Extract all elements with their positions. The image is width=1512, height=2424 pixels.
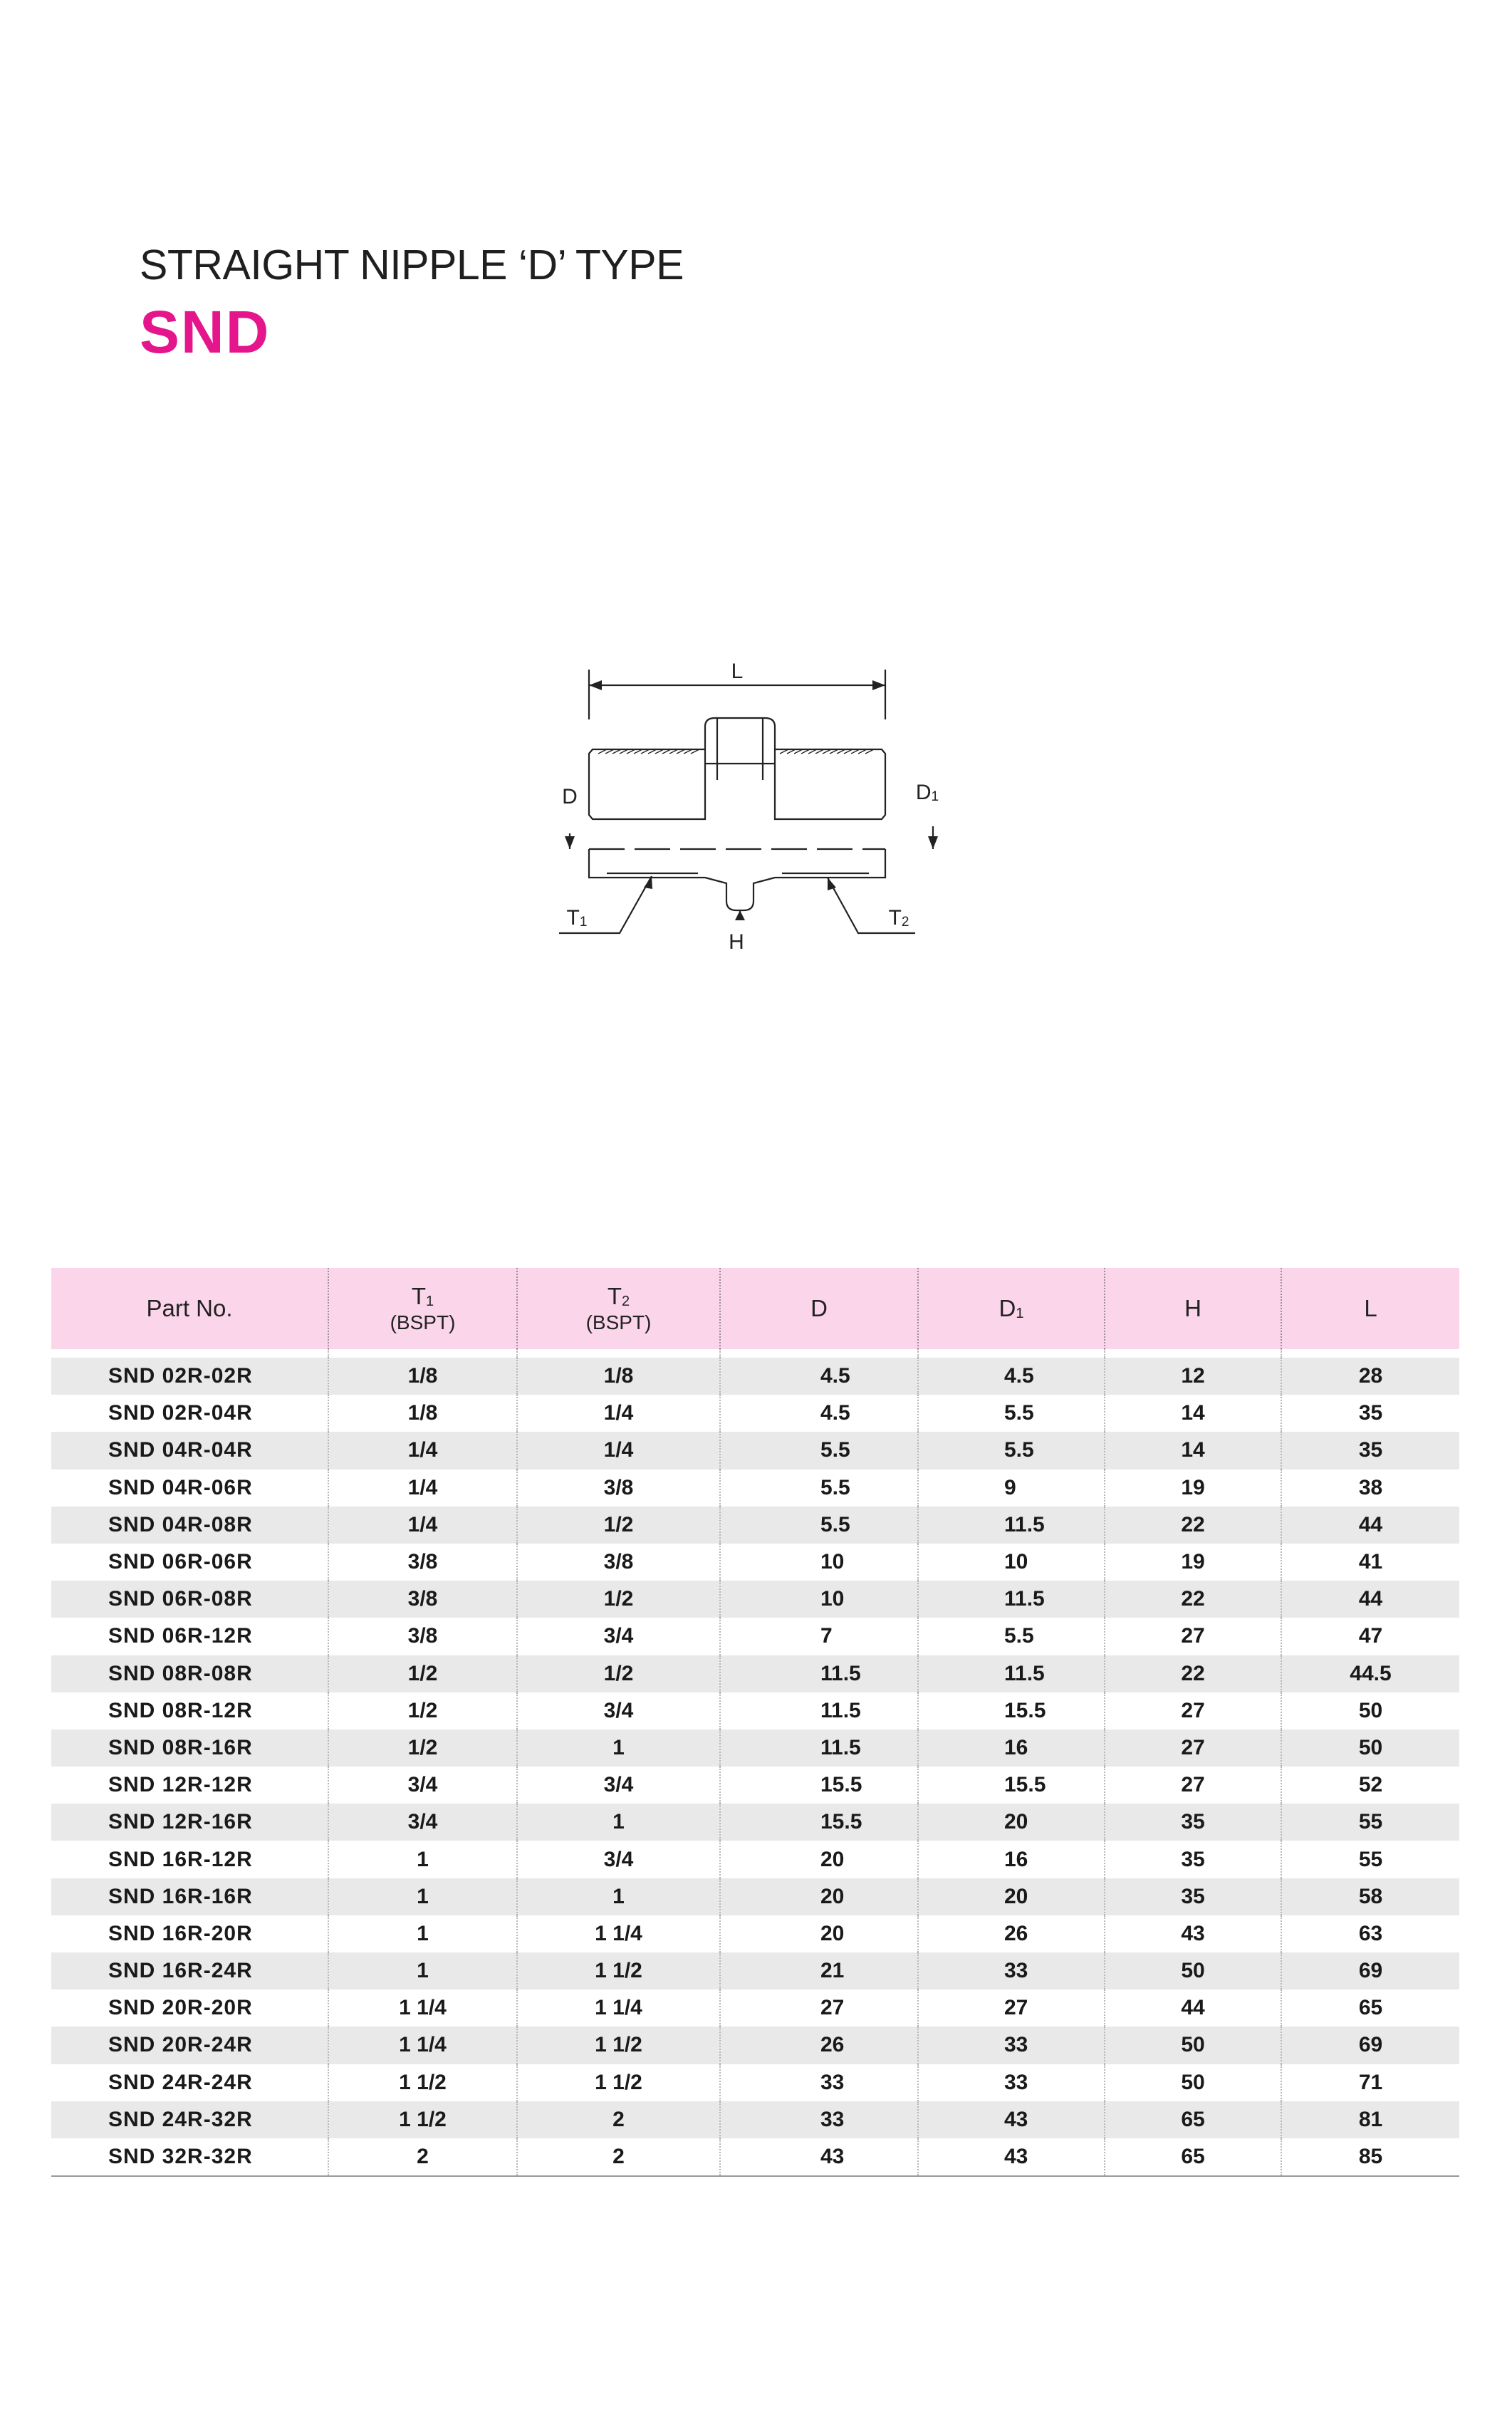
- cell-l: 50: [1358, 1698, 1383, 1722]
- cell-t2: 1/2: [517, 1507, 720, 1544]
- cell-part-no: SND 04R-06R: [51, 1470, 328, 1507]
- cell-part-no: SND 20R-20R: [51, 1989, 328, 2027]
- fitting-diagram: [499, 641, 983, 976]
- cell-h: 65: [1105, 2138, 1281, 2175]
- table-row: [51, 1581, 1459, 1618]
- cell-t1: 3/8: [328, 1544, 517, 1581]
- cell-part-no: SND 24R-32R: [51, 2101, 328, 2138]
- cell-t2: 1/4: [517, 1432, 720, 1469]
- cell-l: 50: [1281, 1729, 1459, 1767]
- cell-d: 4.5: [720, 1395, 918, 1432]
- t2-arrow: [828, 878, 836, 890]
- dim-l-arrow-left: [589, 680, 602, 690]
- cell-d1: 26: [918, 1915, 1105, 1952]
- header-part-no: Part No.: [51, 1268, 328, 1349]
- cell-t2: 1: [517, 1729, 720, 1767]
- product-code: SND: [140, 298, 271, 365]
- cell-d1: 15.5: [918, 1692, 1105, 1729]
- cell-t2: 3/8: [517, 1470, 720, 1507]
- table-row: [51, 1692, 1459, 1729]
- cell-t2: 2: [517, 2138, 720, 2175]
- cell-t2: 3/4: [517, 1841, 720, 1878]
- table-body: [51, 1349, 1459, 2175]
- cell-d: 5.5: [720, 1507, 918, 1544]
- cell-t1: 1 1/4: [328, 1989, 517, 2027]
- cell-l: 52: [1358, 1773, 1383, 1797]
- label-d1: D1: [915, 781, 939, 804]
- table-row: [51, 2138, 1459, 2175]
- cell-t1: 1/4: [328, 1470, 517, 1507]
- cell-d1: 4.5: [918, 1358, 1105, 1395]
- cell-t2: 1 1/2: [517, 2064, 720, 2101]
- cell-h: 35: [1105, 1841, 1281, 1878]
- cell-d: 21: [720, 1952, 918, 1989]
- cell-part-no: SND 06R-12R: [51, 1618, 328, 1655]
- table-row: [51, 1804, 1459, 1841]
- table-row: [51, 1841, 1459, 1878]
- table-spacer: [51, 1349, 1459, 1358]
- cell-part-no: SND 08R-12R: [51, 1692, 328, 1729]
- cell-t2: 3/8: [517, 1544, 720, 1581]
- cell-l: 81: [1281, 2101, 1459, 2138]
- table-row: [51, 1358, 1459, 1395]
- cell-d: 5.5: [720, 1432, 918, 1469]
- cell-h: 22: [1105, 1507, 1281, 1544]
- cell-l: 28: [1281, 1358, 1459, 1395]
- cell-d: 20: [720, 1915, 918, 1952]
- label-t1: T1: [566, 906, 588, 930]
- table-row: [51, 2101, 1459, 2138]
- cell-d1: 5.5: [918, 1618, 1105, 1655]
- thread-ridges-left: [598, 749, 699, 754]
- cell-h: 65: [1105, 2101, 1281, 2138]
- cell-t2: 1 1/2: [517, 2027, 720, 2064]
- cell-l: 58: [1281, 1878, 1459, 1915]
- left-thread-body: [589, 749, 705, 819]
- cell-part-no: SND 16R-20R: [51, 1915, 328, 1952]
- cell-t1: 1/2: [328, 1692, 517, 1729]
- cell-t2: 1 1/4: [517, 1989, 720, 2027]
- cell-d1: 9: [918, 1470, 1105, 1507]
- cell-part-no: SND 04R-08R: [51, 1507, 328, 1544]
- cell-t2: 1 1/2: [517, 1952, 720, 1989]
- cell-h: 14: [1105, 1395, 1281, 1432]
- cell-d: 10: [720, 1544, 918, 1581]
- cell-part-no: SND 12R-12R: [51, 1767, 328, 1804]
- table-row: [51, 1618, 1459, 1655]
- table-row: [51, 1395, 1459, 1432]
- table-row: [51, 1655, 1459, 1692]
- cell-d: 11.5: [720, 1729, 918, 1767]
- cell-l: 65: [1358, 1996, 1383, 2020]
- cell-d: 20: [720, 1841, 918, 1878]
- cell-h: 22: [1105, 1581, 1281, 1618]
- cell-d1: 33: [918, 2064, 1105, 2101]
- cell-h: 19: [1105, 1544, 1281, 1581]
- table-row: [51, 1989, 1459, 2027]
- label-l: L: [731, 660, 744, 683]
- cell-l: 35: [1281, 1432, 1459, 1469]
- cell-h: 44: [1105, 1989, 1281, 2027]
- table-row: [51, 1952, 1459, 1989]
- cell-t2: 1 1/4: [517, 1915, 720, 1952]
- cell-t1: 1: [328, 1915, 517, 1952]
- dim-l-arrow-right: [872, 680, 885, 690]
- cell-l: 71: [1358, 2070, 1383, 2094]
- cell-t2: 1/8: [517, 1358, 720, 1395]
- cell-t1: 1 1/2: [328, 2064, 517, 2101]
- cell-l: 55: [1358, 1847, 1383, 1871]
- cell-t1: 1 1/2: [328, 2101, 517, 2138]
- cell-l: 44: [1281, 1507, 1459, 1544]
- spec-table: [51, 1268, 1459, 2175]
- cell-t1: 3/8: [328, 1618, 517, 1655]
- table-row: [51, 2064, 1459, 2101]
- header-t1: $T_1$ (BSPT): [328, 1268, 517, 1349]
- cell-d: 27: [720, 1989, 918, 2027]
- cell-part-no: SND 02R-02R: [51, 1358, 328, 1395]
- cell-l: 44: [1281, 1581, 1459, 1618]
- cell-d1: 20: [918, 1804, 1105, 1841]
- header-d: D: [720, 1268, 918, 1349]
- hex-top: [705, 718, 775, 749]
- table-bottom-rule: [51, 2175, 1459, 2177]
- cell-t1: 3/4: [328, 1804, 517, 1841]
- cell-d: 20: [720, 1878, 918, 1915]
- cell-d1: 15.5: [918, 1767, 1105, 1804]
- cell-d: 15.5: [720, 1767, 918, 1804]
- cell-t2: 1: [517, 1878, 720, 1915]
- cell-part-no: SND 04R-04R: [51, 1432, 328, 1469]
- cell-h: 19: [1105, 1470, 1281, 1507]
- cell-h: 27: [1105, 1767, 1281, 1804]
- cell-l: 47: [1358, 1624, 1383, 1648]
- cell-part-no: SND 06R-06R: [51, 1544, 328, 1581]
- cell-l: 69: [1281, 2027, 1459, 2064]
- dim-d-arrow: [565, 836, 575, 849]
- cell-d1: 11.5: [918, 1655, 1105, 1692]
- cell-d1: 33: [918, 1952, 1105, 1989]
- cell-d: 7: [720, 1618, 918, 1655]
- header-t2: $T_2$ (BSPT): [517, 1268, 720, 1349]
- table-row: [51, 1878, 1459, 1915]
- cell-t1: 3/4: [328, 1767, 517, 1804]
- cell-t2: 1: [517, 1804, 720, 1841]
- cell-t2: 2: [517, 2101, 720, 2138]
- cell-t1: 1/2: [328, 1729, 517, 1767]
- cell-t2: 3/4: [517, 1767, 720, 1804]
- cell-t1: 2: [328, 2138, 517, 2175]
- cell-d: 5.5: [720, 1470, 918, 1507]
- cell-part-no: SND 32R-32R: [51, 2138, 328, 2175]
- cell-part-no: SND 16R-12R: [51, 1841, 328, 1878]
- cell-t1: 1: [328, 1952, 517, 1989]
- cell-part-no: SND 08R-16R: [51, 1729, 328, 1767]
- cell-d: 43: [720, 2138, 918, 2175]
- table-row: [51, 1507, 1459, 1544]
- header-l: L: [1281, 1268, 1459, 1349]
- cell-d1: 27: [918, 1989, 1105, 2027]
- cell-d1: 11.5: [918, 1581, 1105, 1618]
- cell-d1: 5.5: [918, 1432, 1105, 1469]
- dim-d1-arrow: [928, 836, 938, 849]
- cell-h: 50: [1105, 2064, 1281, 2101]
- cell-part-no: SND 02R-04R: [51, 1395, 328, 1432]
- cell-d1: 43: [918, 2138, 1105, 2175]
- cell-l: 69: [1281, 1952, 1459, 1989]
- table-row: [51, 1432, 1459, 1469]
- label-d: D: [562, 785, 578, 808]
- header-d1: $D_1$: [918, 1268, 1105, 1349]
- cell-d1: 33: [918, 2027, 1105, 2064]
- cell-t1: 1/8: [328, 1395, 517, 1432]
- cell-t1: 1: [328, 1878, 517, 1915]
- cell-part-no: SND 08R-08R: [51, 1655, 328, 1692]
- cell-t1: 1: [328, 1841, 517, 1878]
- dim-h-arrow: [735, 910, 745, 920]
- cell-part-no: SND 20R-24R: [51, 2027, 328, 2064]
- cell-t1: 1/4: [328, 1432, 517, 1469]
- table-row: [51, 1729, 1459, 1767]
- cell-h: 12: [1105, 1358, 1281, 1395]
- cell-h: 14: [1105, 1432, 1281, 1469]
- cell-h: 50: [1105, 1952, 1281, 1989]
- cell-part-no: SND 24R-24R: [51, 2064, 328, 2101]
- cell-l: 35: [1358, 1401, 1383, 1425]
- cell-d: 15.5: [720, 1804, 918, 1841]
- cell-d1: 10: [918, 1544, 1105, 1581]
- fitting-diagram-svg: [499, 641, 983, 976]
- cell-t2: 1/2: [517, 1581, 720, 1618]
- cell-d1: 43: [918, 2101, 1105, 2138]
- cell-t2: 1/4: [517, 1395, 720, 1432]
- cell-part-no: SND 12R-16R: [51, 1804, 328, 1841]
- cell-h: 43: [1105, 1915, 1281, 1952]
- cell-h: 35: [1105, 1878, 1281, 1915]
- cell-d: 11.5: [720, 1692, 918, 1729]
- cell-part-no: SND 06R-08R: [51, 1581, 328, 1618]
- cell-l: 38: [1358, 1475, 1383, 1499]
- cell-h: 35: [1105, 1804, 1281, 1841]
- cell-t1: 1/2: [328, 1655, 517, 1692]
- cell-t2: 1/2: [517, 1655, 720, 1692]
- cell-h: 27: [1105, 1692, 1281, 1729]
- table-row: [51, 1470, 1459, 1507]
- table-row: [51, 1915, 1459, 1952]
- cell-d: 4.5: [720, 1358, 918, 1395]
- cell-t2: 3/4: [517, 1618, 720, 1655]
- cell-d: 11.5: [720, 1655, 918, 1692]
- label-h: H: [729, 930, 744, 954]
- cell-t1: 3/8: [328, 1581, 517, 1618]
- label-t2: T2: [888, 906, 909, 930]
- cell-t2: 3/4: [517, 1692, 720, 1729]
- product-subtitle: STRAIGHT NIPPLE ‘D’ TYPE: [140, 241, 684, 288]
- cell-d1: 11.5: [918, 1507, 1105, 1544]
- header-h: H: [1105, 1268, 1281, 1349]
- cell-d: 33: [720, 2064, 918, 2101]
- spec-table-wrapper: [51, 1268, 1459, 2177]
- cell-h: 27: [1105, 1729, 1281, 1767]
- cell-l: 41: [1358, 1550, 1383, 1574]
- cell-t1: 1/8: [328, 1358, 517, 1395]
- cell-d1: 16: [918, 1841, 1105, 1878]
- cell-l: 44.5: [1281, 1655, 1459, 1692]
- table-row: [51, 2027, 1459, 2064]
- table-row: [51, 1544, 1459, 1581]
- cell-h: 22: [1105, 1655, 1281, 1692]
- cell-t1: 1 1/4: [328, 2027, 517, 2064]
- cell-part-no: SND 16R-24R: [51, 1952, 328, 1989]
- cell-h: 27: [1105, 1618, 1281, 1655]
- cell-d1: 5.5: [918, 1395, 1105, 1432]
- cell-d1: 20: [918, 1878, 1105, 1915]
- cell-l: 55: [1281, 1804, 1459, 1841]
- table-header-row: [51, 1268, 1459, 1349]
- cell-part-no: SND 16R-16R: [51, 1878, 328, 1915]
- right-thread-body: [775, 749, 885, 819]
- cell-d1: 16: [918, 1729, 1105, 1767]
- cell-t1: 1/4: [328, 1507, 517, 1544]
- cell-l: 85: [1358, 2145, 1383, 2169]
- cell-l: 63: [1358, 1921, 1383, 1945]
- cell-d: 33: [720, 2101, 918, 2138]
- cell-h: 50: [1105, 2027, 1281, 2064]
- table-row: [51, 1767, 1459, 1804]
- cell-d: 26: [720, 2027, 918, 2064]
- cell-d: 10: [720, 1581, 918, 1618]
